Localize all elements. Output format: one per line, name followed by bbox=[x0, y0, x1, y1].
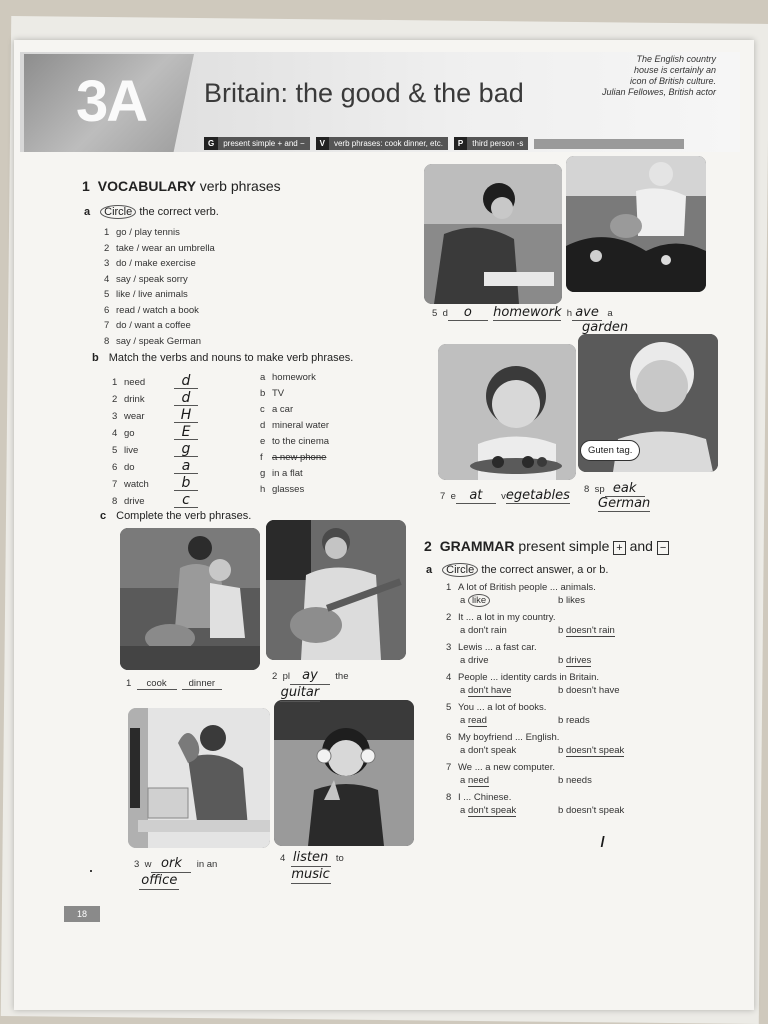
tag-grammar bbox=[204, 137, 310, 150]
option-text: doesn't rain bbox=[565, 625, 615, 636]
exercise-letter: b bbox=[92, 352, 99, 364]
exercise-letter: c bbox=[100, 510, 107, 522]
caption-number: 3 bbox=[134, 859, 140, 870]
item-letter: g bbox=[260, 468, 266, 479]
answer-blank[interactable]: a bbox=[174, 459, 198, 474]
caption-number: 7 bbox=[440, 491, 446, 502]
option-text: doesn't have bbox=[565, 685, 620, 696]
option-text: reads bbox=[565, 715, 590, 726]
grammar-question bbox=[446, 642, 696, 668]
item-letter: h bbox=[260, 484, 266, 495]
caption-number: 5 bbox=[432, 308, 438, 319]
vocabulary-heading bbox=[82, 178, 281, 194]
stray-dot: · bbox=[88, 860, 94, 880]
question-text: You ... a lot of books. bbox=[458, 702, 547, 713]
noun-item bbox=[260, 402, 329, 418]
item-text[interactable]: do / make exercise bbox=[116, 258, 196, 269]
option-text: drives bbox=[565, 655, 592, 666]
answer-blank[interactable]: b bbox=[174, 476, 198, 491]
question-options bbox=[446, 654, 696, 668]
exercise-letter: a bbox=[426, 564, 433, 576]
vocab-a-list bbox=[104, 225, 215, 349]
handwritten-answer: ay bbox=[290, 668, 330, 685]
answer-blank[interactable]: g bbox=[174, 442, 198, 457]
verb-item bbox=[112, 408, 198, 425]
caption-prefix: sp bbox=[594, 484, 605, 495]
question-stem bbox=[446, 582, 696, 594]
question-number: 3 bbox=[446, 642, 452, 653]
photo-guitar bbox=[266, 520, 406, 660]
option-text: needs bbox=[565, 775, 592, 786]
item-text[interactable]: take / wear an umbrella bbox=[116, 242, 215, 254]
item-letter: d bbox=[260, 420, 266, 431]
option-b[interactable]: b drives bbox=[558, 655, 592, 666]
option-b[interactable]: b reads bbox=[558, 715, 590, 726]
exercise-letter: a bbox=[84, 206, 91, 218]
handwritten-answer: garden bbox=[582, 320, 629, 335]
verb-item bbox=[112, 442, 198, 459]
noun-text: in a flat bbox=[272, 468, 303, 479]
noun-item bbox=[260, 418, 329, 434]
question-number: 2 bbox=[446, 612, 452, 623]
noun-text: TV bbox=[272, 388, 285, 399]
option-b[interactable]: b doesn't speak bbox=[558, 805, 625, 816]
handwritten-answer: German bbox=[598, 496, 651, 511]
noun-text: a new phone bbox=[272, 452, 327, 463]
photo-music bbox=[274, 700, 414, 846]
section-number: 2 bbox=[424, 538, 432, 554]
item-number: 3 bbox=[112, 411, 118, 422]
grammar-question bbox=[446, 582, 696, 608]
verb-text: watch bbox=[124, 479, 149, 490]
verb-text: do bbox=[124, 462, 135, 473]
section-number: 1 bbox=[82, 178, 90, 194]
verb-item bbox=[112, 493, 198, 510]
option-text: likes bbox=[565, 595, 585, 606]
verb-item bbox=[112, 476, 198, 493]
question-stem bbox=[446, 702, 696, 714]
question-text: My boyfriend ... English. bbox=[458, 732, 560, 743]
item-number: 1 bbox=[104, 227, 110, 238]
question-stem bbox=[446, 792, 696, 804]
option-text: don't have bbox=[467, 685, 512, 696]
item-number: 8 bbox=[112, 496, 118, 507]
photo-eating bbox=[438, 344, 576, 480]
photo-office-illustration bbox=[128, 708, 270, 848]
caption-number: 8 bbox=[584, 484, 590, 495]
noun-item bbox=[260, 466, 329, 482]
noun-item bbox=[260, 370, 329, 386]
question-stem bbox=[446, 762, 696, 774]
verb-text: drink bbox=[124, 394, 145, 405]
handwritten-answer: homework bbox=[493, 305, 562, 320]
option-b[interactable]: b doesn't speak bbox=[558, 745, 625, 756]
tag-letter: G bbox=[204, 137, 218, 150]
handwritten-mark: ı bbox=[600, 828, 606, 852]
tag-vocabulary bbox=[316, 137, 448, 150]
caption-8 bbox=[584, 482, 650, 512]
exercise-b-heading bbox=[92, 352, 353, 364]
section-subtitle: verb phrases bbox=[199, 178, 281, 194]
grammar-question bbox=[446, 732, 696, 758]
unit-title: Britain: the good & the bad bbox=[204, 78, 524, 108]
circled-word: Circle bbox=[442, 563, 478, 577]
option-b[interactable]: b doesn't have bbox=[558, 685, 620, 696]
option-a[interactable]: a need bbox=[460, 775, 490, 786]
quote-author: Julian Fellowes, British actor bbox=[601, 87, 716, 97]
item-number: 1 bbox=[112, 377, 118, 388]
option-text: need bbox=[467, 775, 490, 786]
photo-cooking-illustration bbox=[120, 528, 260, 670]
question-stem bbox=[446, 732, 696, 744]
instruction-text: the correct answer, a or b. bbox=[481, 564, 609, 576]
photo-music-illustration bbox=[274, 700, 414, 846]
option-text: drive bbox=[467, 655, 489, 666]
answer-blank[interactable]: d bbox=[174, 374, 198, 389]
unit-number: 3A bbox=[76, 69, 147, 134]
question-number: 5 bbox=[446, 702, 452, 713]
question-number: 4 bbox=[446, 672, 452, 683]
caption-2 bbox=[272, 668, 348, 702]
option-text: doesn't speak bbox=[565, 805, 625, 816]
verb-text: drive bbox=[124, 496, 145, 507]
quote-line: icon of British culture. bbox=[629, 76, 716, 86]
caption-prefix: pl bbox=[282, 671, 290, 682]
noun-item bbox=[260, 482, 329, 498]
verb-item bbox=[112, 425, 198, 442]
question-text: A lot of British people ... animals. bbox=[458, 582, 596, 593]
noun-item bbox=[260, 386, 329, 402]
tag-text: present simple + and − bbox=[223, 139, 305, 148]
vocab-a-item bbox=[104, 287, 215, 303]
option-text: read bbox=[467, 715, 487, 726]
item-text[interactable]: say / speak German bbox=[116, 335, 202, 347]
section-title: VOCABULARY bbox=[97, 178, 196, 194]
question-options bbox=[446, 684, 696, 698]
option-a[interactable]: a don't rain bbox=[460, 625, 507, 636]
option-b[interactable]: b needs bbox=[558, 775, 592, 786]
item-number: 7 bbox=[104, 320, 110, 331]
option-a[interactable]: a don't speak bbox=[460, 745, 517, 756]
grammar-question bbox=[446, 762, 696, 788]
minus-icon: − bbox=[657, 541, 669, 555]
caption-prefix: w bbox=[144, 859, 152, 870]
handwritten-answer: at bbox=[456, 488, 496, 504]
tag-letter: V bbox=[316, 137, 329, 150]
question-text: It ... a lot in my country. bbox=[458, 612, 556, 623]
caption-prefix: v bbox=[501, 491, 506, 502]
speech-bubble: Guten tag. bbox=[580, 440, 640, 461]
circled-word: Circle bbox=[100, 205, 136, 219]
item-letter: e bbox=[260, 436, 266, 447]
item-text[interactable]: go / play tennis bbox=[116, 227, 180, 238]
grammar-question-list bbox=[446, 582, 696, 822]
question-number: 1 bbox=[446, 582, 452, 593]
question-text: I ... Chinese. bbox=[458, 792, 512, 803]
photo-guitar-illustration bbox=[266, 520, 406, 660]
answer-blank[interactable]: E bbox=[174, 425, 198, 440]
item-number: 8 bbox=[104, 335, 110, 347]
verb-column bbox=[112, 374, 198, 510]
caption-suffix: in an bbox=[196, 859, 218, 870]
option-a[interactable]: a read bbox=[460, 715, 487, 726]
item-letter: f bbox=[260, 452, 263, 463]
handwritten-answer: egetables bbox=[505, 488, 570, 503]
handwritten-answer: o bbox=[448, 306, 488, 321]
option-text: don't speak bbox=[467, 745, 517, 756]
option-b[interactable]: b likes bbox=[558, 595, 585, 606]
item-number: 6 bbox=[104, 304, 110, 316]
tag-pronunciation bbox=[454, 137, 528, 150]
grammar-question bbox=[446, 672, 696, 698]
option-a[interactable]: a like bbox=[460, 594, 558, 608]
item-number: 4 bbox=[104, 273, 110, 285]
caption-3 bbox=[134, 856, 217, 890]
and-text: and bbox=[629, 538, 653, 554]
grammar-heading bbox=[424, 538, 669, 554]
question-options bbox=[446, 744, 696, 758]
handwritten-answer: office bbox=[141, 873, 178, 888]
option-a[interactable]: a don't speak bbox=[460, 805, 517, 816]
caption-blank: dinner bbox=[182, 678, 222, 690]
quote-line: house is certainly an bbox=[633, 65, 716, 75]
verb-item bbox=[112, 459, 198, 476]
photo-eating-illustration bbox=[438, 344, 576, 480]
grammar-question bbox=[446, 612, 696, 638]
vocab-a-item bbox=[104, 334, 215, 350]
option-text: doesn't speak bbox=[565, 745, 625, 756]
workbook-page bbox=[14, 40, 754, 1010]
caption-number: 4 bbox=[280, 853, 286, 864]
option-a[interactable]: a drive bbox=[460, 655, 489, 666]
vocab-a-item bbox=[104, 225, 215, 241]
question-text: We ... a new computer. bbox=[458, 762, 555, 773]
option-b[interactable]: b doesn't rain bbox=[558, 625, 615, 636]
question-options bbox=[446, 624, 696, 638]
tag-bar bbox=[534, 139, 684, 149]
tag-text: third person -s bbox=[472, 139, 524, 148]
caption-7 bbox=[440, 488, 570, 504]
caption-suffix: a bbox=[607, 308, 613, 319]
photo-homework bbox=[424, 164, 562, 304]
caption-prefix: d bbox=[442, 308, 448, 319]
item-text[interactable]: say / speak sorry bbox=[116, 273, 188, 285]
question-text: People ... identity cards in Britain. bbox=[458, 672, 599, 683]
item-letter: a bbox=[260, 372, 266, 383]
caption-4 bbox=[280, 850, 344, 884]
question-stem bbox=[446, 612, 696, 624]
item-number: 2 bbox=[112, 394, 118, 405]
item-number: 4 bbox=[112, 428, 118, 439]
item-number: 3 bbox=[104, 258, 110, 269]
photo-homework-illustration bbox=[424, 164, 562, 304]
grammar-tags bbox=[204, 137, 684, 150]
tag-letter: P bbox=[454, 137, 467, 150]
noun-item bbox=[260, 450, 329, 466]
caption-suffix: the bbox=[335, 671, 349, 682]
verb-text: wear bbox=[124, 411, 145, 422]
noun-text: glasses bbox=[272, 484, 305, 495]
answer-blank[interactable]: c bbox=[174, 493, 198, 508]
noun-text: mineral water bbox=[272, 420, 330, 431]
noun-text: to the cinema bbox=[272, 436, 330, 447]
item-text[interactable]: do / want a coffee bbox=[116, 320, 191, 331]
vocab-a-item bbox=[104, 241, 215, 257]
tag-text: verb phrases: cook dinner, etc. bbox=[333, 139, 443, 148]
caption-suffix: to bbox=[335, 853, 344, 864]
grammar-question bbox=[446, 702, 696, 728]
photo-office bbox=[128, 708, 270, 848]
noun-text: homework bbox=[272, 372, 316, 383]
caption-number: 1 bbox=[126, 678, 132, 689]
handwritten-answer: ave bbox=[572, 306, 602, 321]
question-number: 7 bbox=[446, 762, 452, 773]
grammar-question bbox=[446, 792, 696, 818]
question-number: 8 bbox=[446, 792, 452, 803]
verb-item bbox=[112, 374, 198, 391]
header-quote bbox=[566, 54, 716, 98]
item-letter: c bbox=[260, 404, 265, 415]
option-text: like bbox=[468, 594, 490, 607]
option-a[interactable]: a don't have bbox=[460, 685, 512, 696]
vocab-a-item bbox=[104, 303, 215, 319]
question-options bbox=[446, 804, 696, 818]
caption-blank: cook bbox=[137, 678, 177, 690]
question-options bbox=[446, 714, 696, 728]
grammar-exercise-a-heading bbox=[426, 564, 608, 576]
vocab-a-item bbox=[104, 318, 215, 334]
item-text[interactable]: like / live animals bbox=[116, 289, 188, 300]
question-options bbox=[446, 774, 696, 788]
question-stem bbox=[446, 642, 696, 654]
item-number: 2 bbox=[104, 242, 110, 254]
photo-garden bbox=[566, 156, 706, 292]
answer-blank[interactable]: d bbox=[174, 391, 198, 406]
item-letter: b bbox=[260, 388, 266, 399]
section-subtitle: present simple bbox=[518, 538, 610, 554]
item-text[interactable]: read / watch a book bbox=[116, 304, 199, 316]
caption-1 bbox=[126, 678, 222, 690]
question-number: 6 bbox=[446, 732, 452, 743]
verb-item bbox=[112, 391, 198, 408]
caption-prefix: e bbox=[450, 491, 456, 502]
verb-text: live bbox=[124, 445, 139, 456]
instruction-text: Match the verbs and nouns to make verb phrases. bbox=[108, 352, 354, 364]
handwritten-answer: listen bbox=[291, 850, 331, 867]
instruction-text: Complete the verb phrases. bbox=[116, 510, 252, 522]
vocab-a-item bbox=[104, 272, 215, 288]
plus-icon: + bbox=[613, 541, 625, 555]
noun-item bbox=[260, 434, 329, 450]
exercise-c-heading bbox=[100, 510, 251, 522]
question-text: Lewis ... a fast car. bbox=[458, 642, 537, 653]
exercise-a-heading bbox=[84, 206, 219, 218]
handwritten-answer: music bbox=[291, 867, 330, 882]
item-number: 5 bbox=[112, 445, 118, 456]
handwritten-answer: ork bbox=[151, 856, 191, 873]
option-text: don't speak bbox=[467, 805, 517, 816]
answer-blank[interactable]: H bbox=[174, 408, 198, 423]
vocab-a-item bbox=[104, 256, 215, 272]
verb-text: need bbox=[124, 377, 146, 388]
item-number: 7 bbox=[112, 479, 118, 490]
caption-5-6 bbox=[432, 306, 628, 336]
instruction-text: the correct verb. bbox=[139, 206, 219, 218]
question-stem bbox=[446, 672, 696, 684]
quote-line: The English country bbox=[636, 54, 716, 64]
option-text: don't rain bbox=[467, 625, 507, 636]
question-options bbox=[446, 594, 696, 608]
caption-prefix: h bbox=[566, 308, 573, 319]
noun-column bbox=[260, 370, 329, 498]
item-number: 5 bbox=[104, 289, 110, 300]
photo-garden-illustration bbox=[566, 156, 706, 292]
photo-cooking bbox=[120, 528, 260, 670]
caption-number: 2 bbox=[272, 671, 278, 682]
handwritten-answer: eak bbox=[605, 482, 645, 497]
verb-text: go bbox=[124, 428, 135, 439]
noun-text: a car bbox=[272, 404, 294, 415]
section-title: GRAMMAR bbox=[439, 538, 515, 554]
item-number: 6 bbox=[112, 462, 118, 473]
page-number: 18 bbox=[64, 906, 100, 922]
handwritten-answer: guitar bbox=[280, 685, 320, 700]
